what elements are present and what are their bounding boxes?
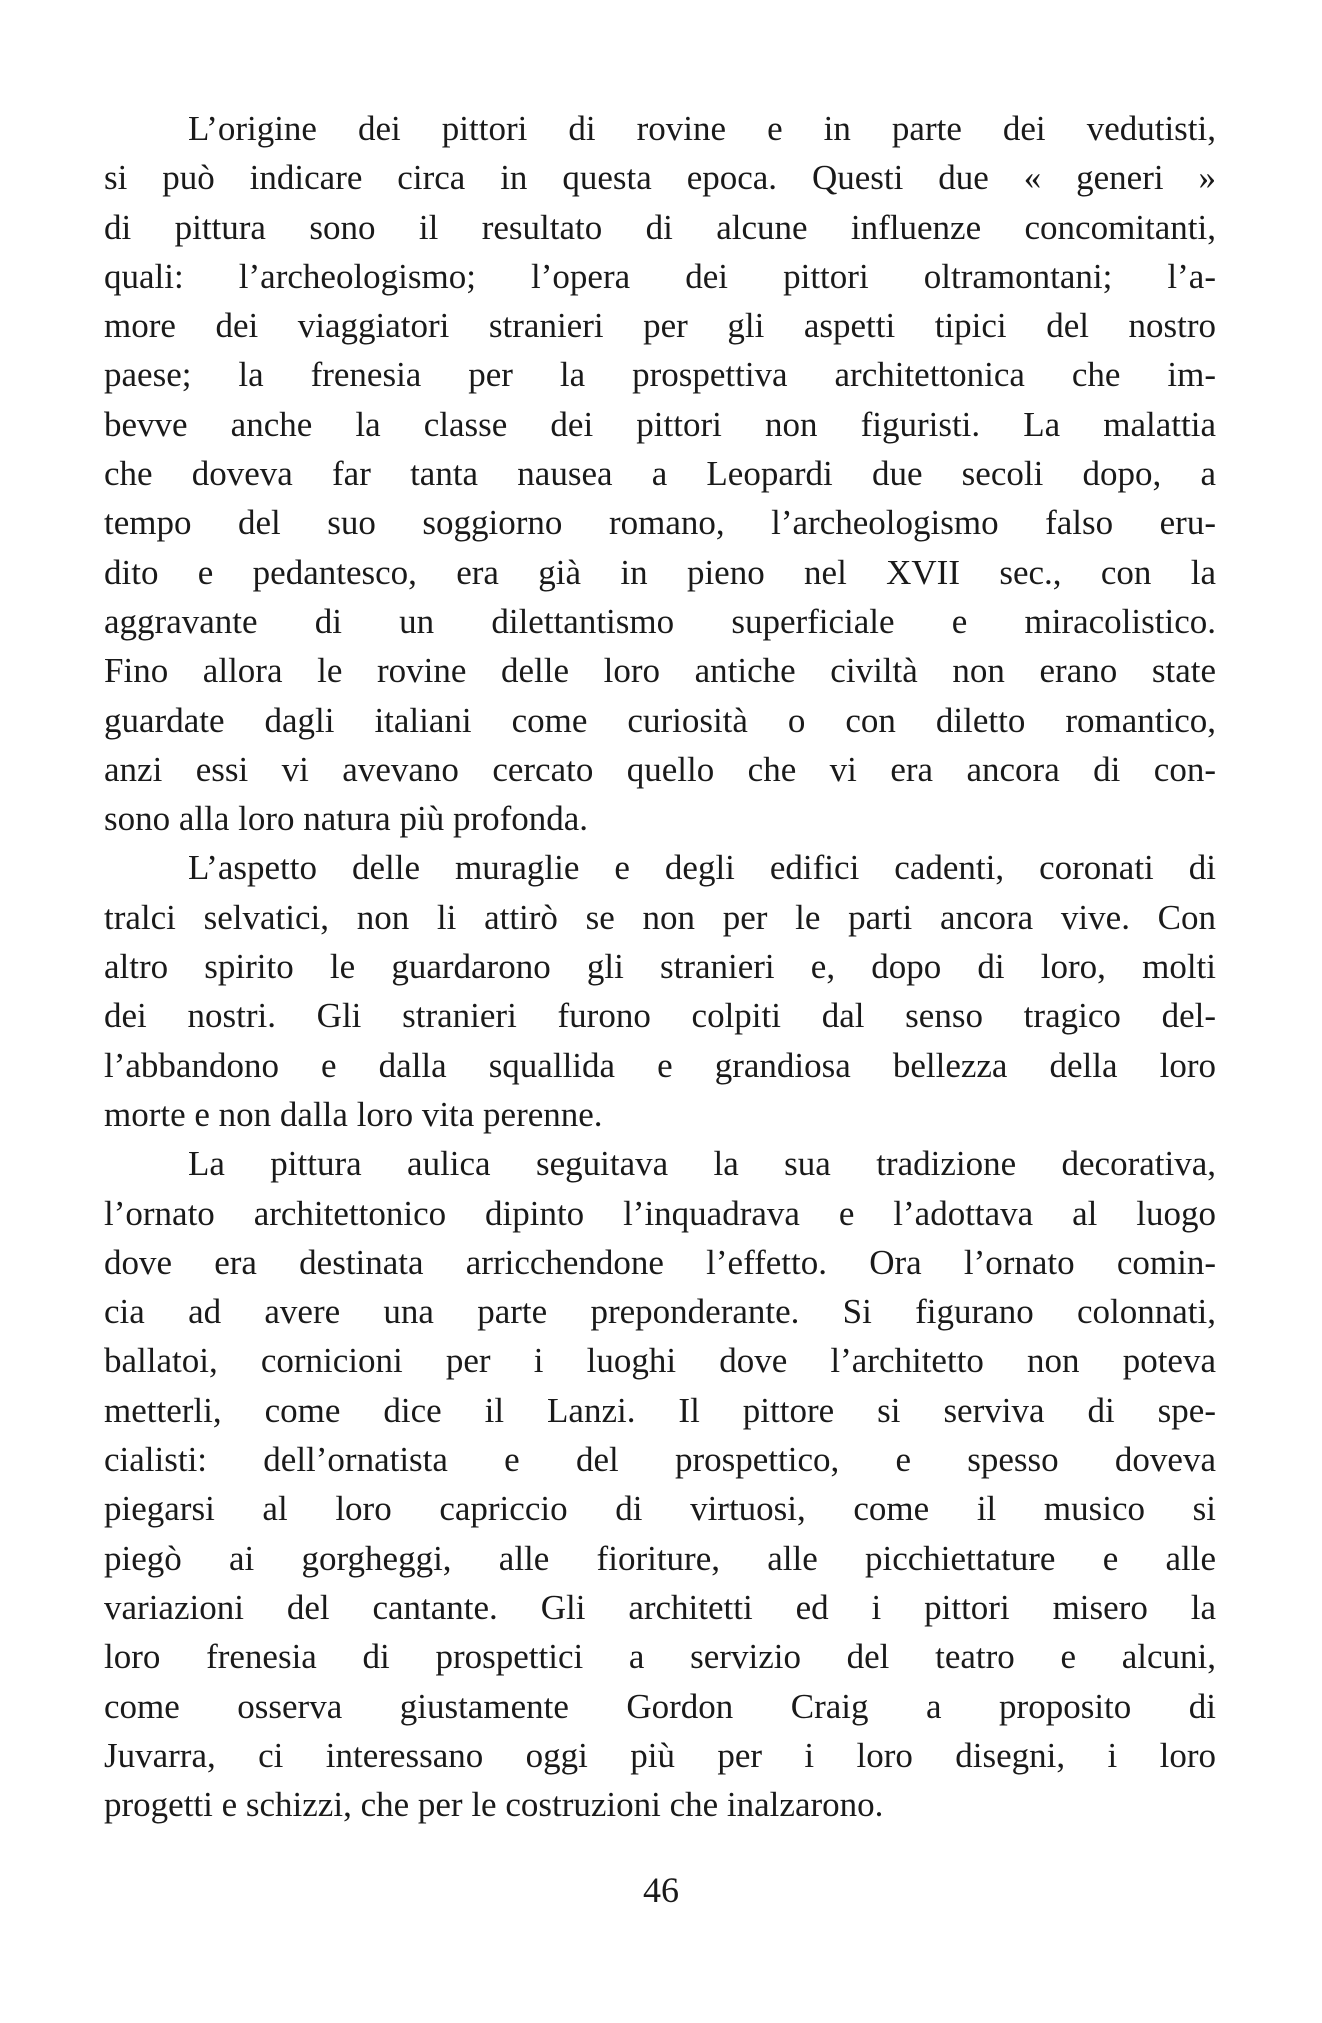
text-line: tempo del suo soggiorno romano, l’archeologismo falso eru- [104, 503, 1216, 543]
body-text [104, 104, 1216, 1829]
text-line: anzi essi vi avevano cercato quello che vi era ancora di con- [104, 749, 1216, 789]
text-line: piegò ai gorgheggi, alle fioriture, alle picchiettature e alle [104, 1538, 1216, 1578]
text-line: sono alla loro natura più profonda. [104, 799, 589, 839]
text-line: cialisti: dell’ornatista e del prospettico, e spesso doveva [104, 1440, 1216, 1480]
text-line: dei nostri. Gli stranieri furono colpiti dal senso tragico del- [104, 996, 1216, 1036]
page-number: 46 [643, 1870, 679, 1910]
text-line: bevve anche la classe dei pittori non figuristi. La malattia [104, 404, 1216, 444]
text-line: metterli, come dice il Lanzi. Il pittore si serviva di spe- [104, 1390, 1216, 1430]
text-line: di pittura sono il resultato di alcune influenze concomitanti, [104, 207, 1216, 247]
text-line: Fino allora le rovine delle loro antiche civiltà non erano state [104, 651, 1216, 691]
text-line: morte e non dalla loro vita perenne. [104, 1094, 603, 1134]
text-line: dito e pedantesco, era già in pieno nel XVII sec., con la [104, 552, 1216, 592]
text-line: tralci selvatici, non li attirò se non per le parti ancora vive. Con [104, 897, 1216, 937]
text-line: piegarsi al loro capriccio di virtuosi, come il musico si [104, 1489, 1216, 1529]
text-line: si può indicare circa in questa epoca. Questi due « generi » [104, 158, 1216, 198]
text-line: progetti e schizzi, che per le costruzioni che inalzarono. [104, 1785, 884, 1825]
text-line: l’abbandono e dalla squallida e grandiosa bellezza della loro [104, 1045, 1216, 1085]
text-line: L’aspetto delle muraglie e degli edifici cadenti, coronati di [188, 848, 1216, 888]
text-line: Juvarra, ci interessano oggi più per i loro disegni, i loro [104, 1735, 1216, 1775]
paragraph-3 [104, 1139, 1216, 1829]
text-line: come osserva giustamente Gordon Craig a proposito di [104, 1686, 1216, 1726]
text-line: cia ad avere una parte preponderante. Si figurano colonnati, [104, 1292, 1216, 1332]
text-line: guardate dagli italiani come curiosità o con diletto romantico, [104, 700, 1216, 740]
text-line: variazioni del cantante. Gli architetti ed i pittori misero la [104, 1587, 1216, 1627]
text-line: loro frenesia di prospettici a servizio del teatro e alcuni, [104, 1637, 1216, 1677]
text-line: altro spirito le guardarono gli stranieri e, dopo di loro, molti [104, 947, 1216, 987]
text-line: ballatoi, cornicioni per i luoghi dove l’architetto non poteva [104, 1341, 1216, 1381]
text-line: l’ornato architettonico dipinto l’inquadrava e l’adottava al luogo [104, 1193, 1216, 1233]
text-line: dove era destinata arricchendone l’effetto. Ora l’ornato comin- [104, 1242, 1216, 1282]
paragraph-2 [104, 843, 1216, 1139]
text-line: more dei viaggiatori stranieri per gli aspetti tipici del nostro [104, 306, 1216, 346]
text-line: L’origine dei pittori di rovine e in parte dei vedutisti, [188, 109, 1216, 148]
text-line: che doveva far tanta nausea a Leopardi due secoli dopo, a [104, 454, 1216, 494]
text-line: aggravante di un dilettantismo superficiale e miracolistico. [104, 601, 1216, 641]
text-line: paese; la frenesia per la prospettiva architettonica che im- [104, 355, 1216, 395]
text-line: La pittura aulica seguitava la sua tradizione decorativa, [188, 1144, 1216, 1184]
text-line: quali: l’archeologismo; l’opera dei pittori oltramontani; l’a- [104, 256, 1216, 296]
paragraph-1 [104, 104, 1216, 843]
